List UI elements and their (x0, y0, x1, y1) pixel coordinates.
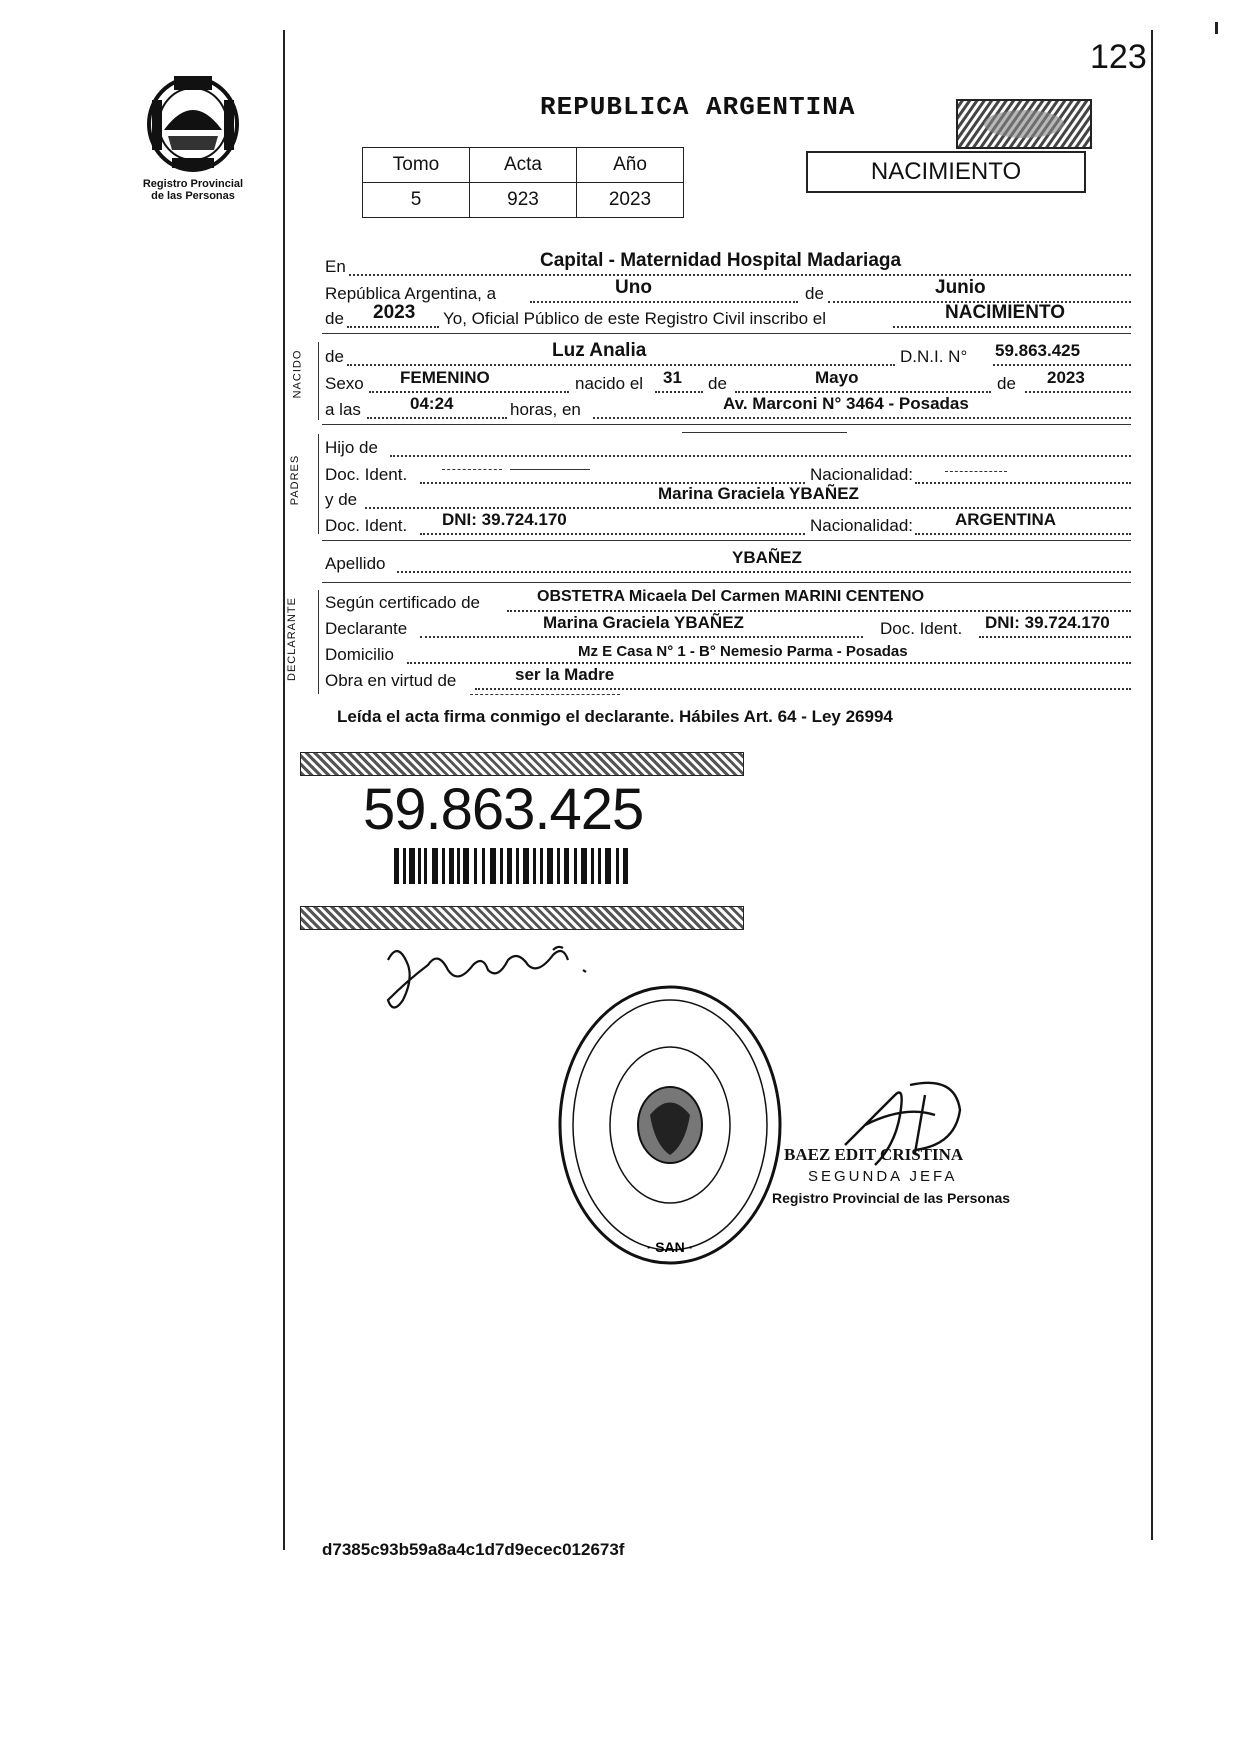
dia-nacimiento-value: 31 (663, 368, 682, 387)
row-domicilio (325, 643, 1131, 667)
madre-value: Marina Graciela YBAÑEZ (658, 484, 859, 503)
row-hijo (325, 436, 1131, 460)
left-margin-line (283, 30, 285, 1550)
doc-ident-label: Doc. Ident. (880, 619, 963, 638)
padres-section-label: PADRES (289, 454, 302, 506)
dni-label: D.N.I. N° (900, 347, 968, 366)
declarante-doc-value: DNI: 39.724.170 (985, 613, 1110, 632)
tomo-header: Tomo (363, 148, 470, 183)
dia-value: Uno (615, 277, 652, 298)
logo-caption-line1: Registro Provincial (142, 178, 244, 190)
row-hora (325, 394, 1131, 422)
registro-table (362, 147, 684, 218)
segun-label: Según certificado de (325, 593, 480, 612)
document-type-box: NACIMIENTO (806, 151, 1086, 193)
blank-dash (510, 469, 590, 470)
blank-dash (442, 469, 502, 470)
blank-dash (945, 471, 1007, 472)
hora-value: 04:24 (410, 394, 454, 413)
svg-text:· SAN ·: · SAN · (646, 1239, 694, 1255)
mes-nacimiento-value: Mayo (815, 368, 859, 387)
de-label: de (708, 374, 727, 393)
a-las-label: a las (325, 400, 361, 419)
dni-value: 59.863.425 (995, 341, 1081, 360)
lugar-nacimiento-value: Av. Marconi N° 3464 - Posadas (723, 394, 969, 413)
nacionalidad-label: Nacionalidad: (810, 465, 914, 484)
official-seal-icon (555, 980, 785, 1270)
row-lugar (325, 250, 1131, 279)
lugar-value: Capital - Maternidad Hospital Madariaga (540, 250, 902, 271)
domicilio-label: Domicilio (325, 645, 394, 664)
tomo-value: 5 (363, 183, 470, 218)
document-hash: d7385c93b59a8a4c1d7d9ecec012673f (322, 1540, 625, 1559)
tipo-inscripcion-value: NACIMIENTO (945, 302, 1065, 323)
anio-label: de (325, 309, 344, 328)
anio-nacimiento-value: 2023 (1047, 368, 1085, 387)
oficial-text: Yo, Oficial Público de este Registro Civil inscribo el (443, 309, 826, 328)
row-obra (325, 665, 1131, 693)
officer-role: SEGUNDA JEFA (808, 1168, 958, 1185)
section-rule (322, 333, 1131, 334)
horas-label: horas, en (510, 400, 581, 419)
security-stamp-icon (955, 98, 1093, 150)
obra-value: ser la Madre (515, 665, 615, 684)
row-declarante (325, 613, 1131, 641)
nacido-label: nacido el (575, 374, 644, 393)
sexo-value: FEMENINO (400, 368, 490, 387)
certificado-value: OBSTETRA Micaela Del Carmen MARINI CENTENO (537, 588, 925, 605)
domicilio-value: Mz E Casa N° 1 - B° Nemesio Parma - Posadas (578, 643, 908, 660)
barcode-icon (394, 848, 634, 884)
obra-label: Obra en virtud de (325, 671, 457, 690)
apellido-value: YBAÑEZ (732, 548, 802, 567)
short-rule (470, 694, 620, 695)
dotted-line (530, 282, 798, 306)
en-label: En (325, 257, 346, 276)
nacido-section-label: NACIDO (291, 349, 304, 399)
nacionalidad-label: Nacionalidad: (810, 516, 914, 535)
section-rule (322, 424, 1131, 425)
row-madre-doc (325, 510, 1131, 538)
nombre-value: Luz Analia (552, 340, 647, 361)
declarante-label: Declarante (325, 619, 408, 638)
apellido-label: Apellido (325, 554, 386, 573)
dotted-line (915, 463, 1131, 487)
row-apellido (325, 548, 1131, 576)
dni-banner-number: 59.863.425 (363, 777, 644, 842)
province-emblem-icon (144, 70, 242, 174)
de-label: de (325, 347, 344, 366)
anio-header: Año (577, 148, 684, 183)
section-rule (322, 540, 1131, 541)
anio-value: 2023 (577, 183, 684, 218)
hijo-label: Hijo de (325, 438, 378, 457)
declarante-nombre-value: Marina Graciela YBAÑEZ (543, 613, 744, 632)
doc-ident-label: Doc. Ident. (325, 465, 408, 484)
logo-caption-line2: de las Personas (151, 190, 235, 202)
acta-value: 923 (470, 183, 577, 218)
corner-mark (1215, 22, 1218, 34)
dotted-line (390, 436, 1131, 460)
de-label: de (805, 284, 824, 303)
de-label: de (997, 374, 1016, 393)
anio-value: 2023 (373, 302, 416, 323)
blank-dash (682, 432, 847, 433)
section-rule (322, 582, 1131, 583)
sexo-label: Sexo (325, 374, 364, 393)
page-number: 123 (1090, 38, 1147, 76)
officer-name: BAEZ EDIT CRISTINA (784, 1145, 964, 1164)
security-band-top (300, 752, 744, 776)
mes-value: Junio (935, 277, 986, 298)
row-inscripcion (325, 302, 1131, 331)
y-de-label: y de (325, 490, 358, 509)
madre-doc-value: DNI: 39.724.170 (442, 510, 567, 529)
closing-statement: Leída el acta firma conmigo el declarante. Hábiles Art. 64 - Ley 26994 (337, 707, 893, 726)
right-margin-line (1151, 30, 1153, 1540)
document-title: REPUBLICA ARGENTINA (540, 92, 856, 122)
doc-ident-label: Doc. Ident. (325, 516, 408, 535)
registry-logo (133, 70, 253, 220)
officer-organization: Registro Provincial de las Personas (772, 1190, 1011, 1206)
acta-header: Acta (470, 148, 577, 183)
republica-label: República Argentina, a (325, 284, 497, 303)
madre-nacionalidad-value: ARGENTINA (955, 510, 1057, 529)
declarante-section-label: DECLARANTE (285, 597, 298, 681)
